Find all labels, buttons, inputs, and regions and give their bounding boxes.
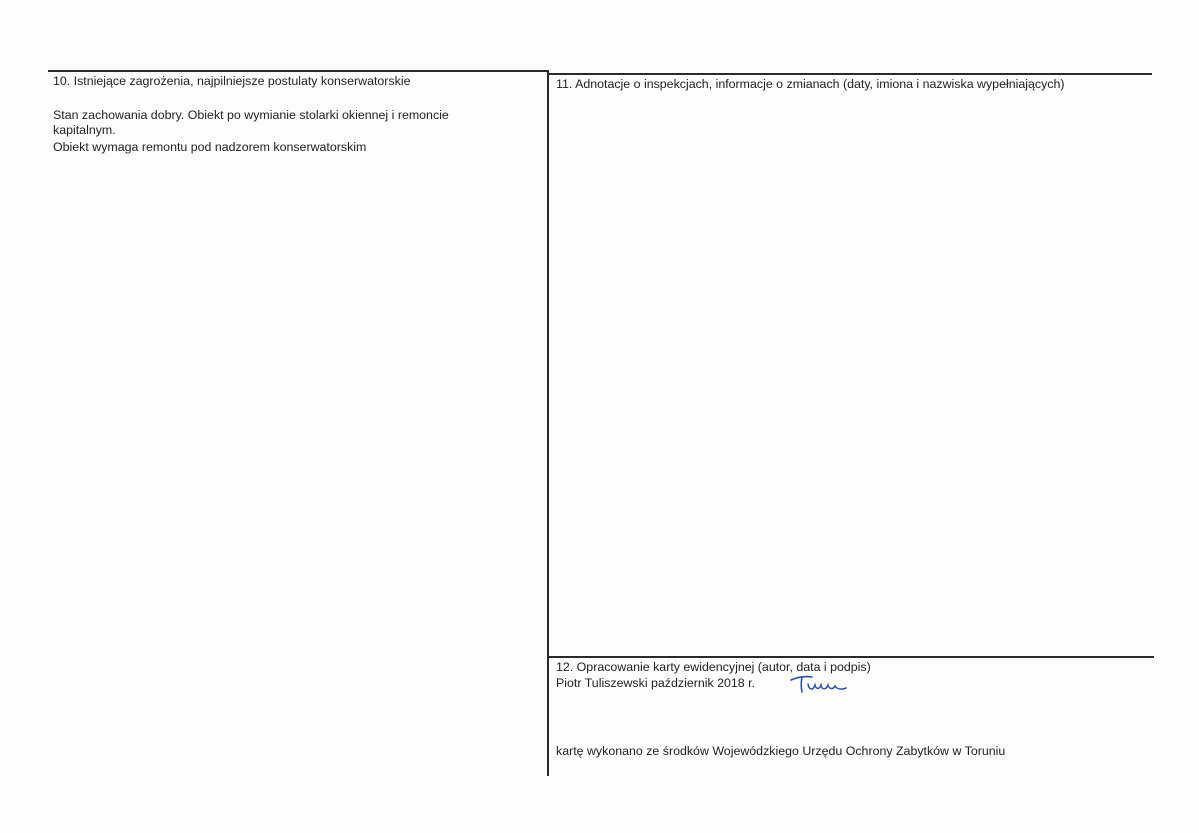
signature-icon — [788, 671, 852, 697]
top-rule-right — [549, 73, 1152, 75]
top-rule-left — [48, 70, 547, 72]
requirement-text: Obiekt wymaga remontu pod nadzorem konserwatorskim — [53, 140, 367, 154]
section-12-heading: 12. Opracowanie karty ewidencyjnej (autor, data i podpis) — [556, 660, 871, 674]
section-11-heading: 11. Adnotacje o inspekcjach, informacje o zmianach (daty, imiona i nazwiska wypełniających) — [556, 77, 1065, 91]
vertical-divider — [547, 70, 549, 776]
author-line: Piotr Tuliszewski październik 2018 r. — [556, 676, 756, 690]
funding-note: kartę wykonano ze środków Wojewódzkiego Urzędu Ochrony Zabytków w Toruniu — [556, 744, 1006, 758]
section-10-heading: 10. Istniejące zagrożenia, najpilniejsze postulaty konserwatorskie — [53, 74, 411, 88]
condition-text: Stan zachowania dobry. Obiekt po wymianie stolarki okiennej i remoncie kapitalnym. — [53, 108, 449, 137]
section-12-rule — [549, 656, 1154, 658]
